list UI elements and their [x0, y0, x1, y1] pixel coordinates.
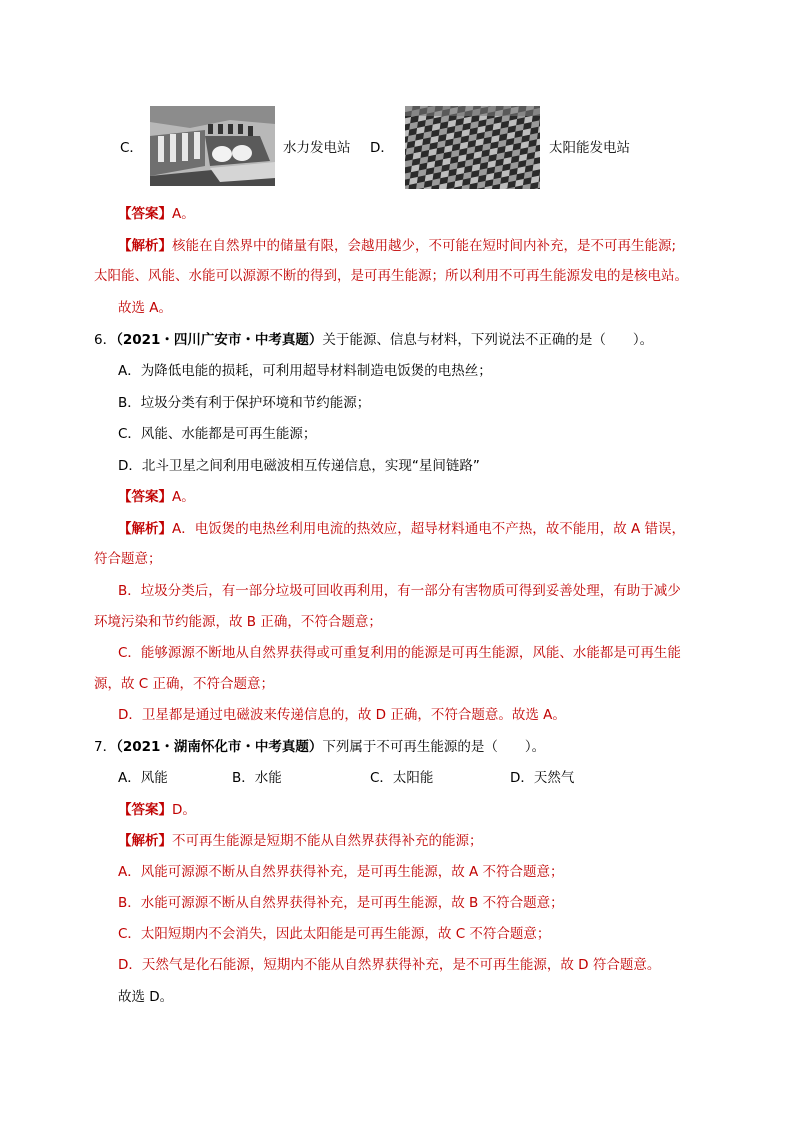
- q6-option-c: C．风能、水能都是可再生能源；: [118, 426, 317, 442]
- q6-option-d: D．北斗卫星之间利用电磁波相互传递信息，实现“星间链路”: [118, 458, 480, 474]
- option-d-letter: D．: [370, 140, 394, 156]
- q7-conclusion: 故选 D。: [118, 989, 174, 1005]
- q6-answer: [118, 487, 195, 507]
- q5-analysis-line1: [118, 236, 676, 256]
- q7-analysis-line2: A．风能可源源不断从自然界获得补充，是可再生能源，故 A 不符合题意；: [118, 864, 564, 880]
- q6-answer-value: A。: [172, 489, 195, 505]
- q6-analysis-line6: 源，故 C 正确，不符合题意；: [94, 676, 275, 692]
- option-d-caption: 太阳能发电站: [549, 140, 630, 156]
- q5-answer: [118, 204, 195, 224]
- q6-answer-tag: 【答案】: [118, 489, 172, 505]
- q7-analysis-line3: B．水能可源源不断从自然界获得补充，是可再生能源，故 B 不符合题意；: [118, 895, 564, 911]
- q7-stem: [94, 737, 545, 757]
- q6-stem-text: 关于能源、信息与材料，下列说法不正确的是（ ）。: [322, 332, 654, 348]
- q5-conclusion: 故选 A。: [118, 300, 173, 316]
- q6-analysis-line2: 符合题意；: [94, 551, 162, 567]
- q7-option-b: B．水能: [232, 770, 282, 786]
- q5-answer-value: A。: [172, 206, 195, 222]
- q6-option-b: B．垃圾分类有利于保护环境和节约能源；: [118, 395, 371, 411]
- q7-source: （2021・湖南怀化市・中考真题）: [116, 739, 323, 755]
- q6-analysis-text1: A．电饭煲的电热丝利用电流的热效应，超导材料通电不产热，故不能用，故 A 错误，: [172, 521, 686, 537]
- solar-power-station-image: [405, 106, 540, 189]
- q6-analysis-line5: C．能够源源不断地从自然界获得或可重复利用的能源是可再生能源，风能、水能都是可再生能: [118, 645, 681, 661]
- option-c-letter: C．: [120, 140, 143, 156]
- hydropower-station-image: [150, 106, 275, 186]
- q7-stem-text: 下列属于不可再生能源的是（ ）。: [322, 739, 546, 755]
- q6-source: （2021・四川广安市・中考真题）: [116, 332, 323, 348]
- q6-option-a: A．为降低电能的损耗，可利用超导材料制造电饭煲的电热丝；: [118, 363, 492, 379]
- q5-analysis-text1: 核能在自然界中的储量有限，会越用越少，不可能在短时间内补充，是不可再生能源;: [172, 238, 677, 254]
- q7-answer-tag: 【答案】: [118, 802, 172, 818]
- q7-analysis-line5: D．天然气是化石能源，短期内不能从自然界获得补充，是不可再生能源，故 D 符合题意。: [118, 957, 661, 973]
- q7-analysis-text1: 不可再生能源是短期不能从自然界获得补充的能源；: [172, 833, 483, 849]
- q7-analysis-tag: 【解析】: [118, 833, 172, 849]
- q7-analysis-line1: [118, 831, 483, 851]
- q5-analysis-line2: 太阳能、风能、水能可以源源不断的得到，是可再生能源；所以利用不可再生能源发电的是核电站。: [94, 268, 688, 284]
- q6-analysis-tag: 【解析】: [118, 521, 172, 537]
- q6-analysis-line1: [118, 519, 685, 539]
- q6-analysis-line4: 环境污染和节约能源，故 B 正确，不符合题意；: [94, 614, 382, 630]
- q5-analysis-tag: 【解析】: [118, 238, 172, 254]
- q7-option-a: A．风能: [118, 770, 168, 786]
- q7-option-d: D．天然气: [510, 770, 575, 786]
- q7-number: 7．: [94, 739, 117, 755]
- q6-stem: [94, 330, 653, 350]
- q6-number: 6．: [94, 332, 117, 348]
- q7-answer-value: D。: [172, 802, 196, 818]
- q7-answer: [118, 800, 196, 820]
- q7-analysis-line4: C．太阳短期内不会消失，因此太阳能是可再生能源，故 C 不符合题意；: [118, 926, 551, 942]
- q6-analysis-line3: B．垃圾分类后，有一部分垃圾可回收再利用，有一部分有害物质可得到妥善处理，有助于减少: [118, 583, 681, 599]
- q6-analysis-line7: D．卫星都是通过电磁波来传递信息的，故 D 正确，不符合题意。故选 A。: [118, 707, 566, 723]
- option-c-caption: 水力发电站: [283, 140, 351, 156]
- q7-option-c: C．太阳能: [370, 770, 434, 786]
- q5-answer-tag: 【答案】: [118, 206, 172, 222]
